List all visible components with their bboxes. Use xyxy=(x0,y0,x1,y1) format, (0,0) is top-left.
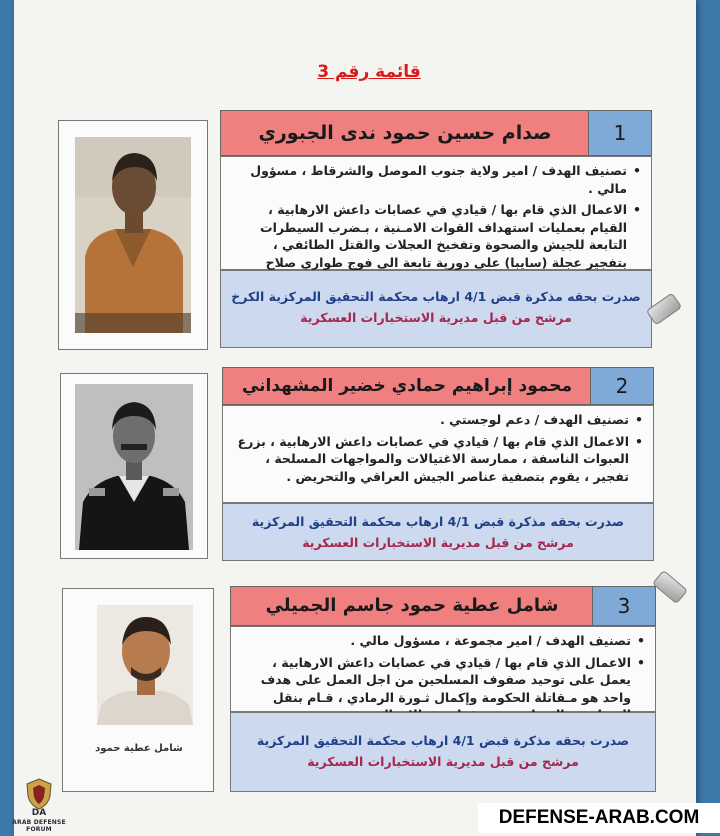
suspect-photo-3 xyxy=(97,605,193,725)
target-classification: • تصنيف الهدف / امير ولاية جنوب الموصل والشرقاط ، مسؤول مالي . xyxy=(233,162,641,197)
photo-frame xyxy=(62,588,214,792)
warrant-box xyxy=(220,270,652,348)
nominated-by: مرشح من قبل مديرية الاستخبارات العسكرية xyxy=(302,535,574,550)
target-classification: • تصنيف الهدف / دعم لوجستي . xyxy=(235,411,643,429)
activities: • الاعمال الذي قام بها / قيادي في عصابات داعش الارهابية ، يعمل على توحيد صفوف المسلحين من اجل العمل على هدف واحد هو مـقاتلة الحكومة وإكمال ثـورة الرمادي ، قـام بنقل xyxy=(243,654,645,724)
site-watermark: DEFENSE-ARAB.COM xyxy=(478,803,720,833)
forum-name: ARAB DEFENSE FORUM xyxy=(12,819,66,833)
nominated-by: مرشح من قبل مديرية الاستخبارات العسكرية xyxy=(307,754,579,769)
entry-number: 2 xyxy=(590,367,654,405)
entry-details xyxy=(230,626,656,712)
forum-logo-watermark xyxy=(2,778,76,834)
entry-details xyxy=(220,156,652,270)
photo-caption: شامل عطية حمود xyxy=(95,743,183,754)
warrant-line: صدرت بحقه مذكرة قبض 4/1 ارهاب محكمة التحقيق المركزية xyxy=(256,733,630,748)
entry-name: شامل عطية حمود جاسم الجميلي xyxy=(230,586,594,626)
entry-name: صدام حسين حمود ندى الجبوري xyxy=(220,110,590,156)
entry-number: 1 xyxy=(588,110,652,156)
photo-frame xyxy=(60,373,208,559)
forum-initials: DA xyxy=(31,808,47,818)
list-title: قائمة رقم 3 xyxy=(317,62,421,82)
photo-frame xyxy=(58,120,208,350)
entry-number: 3 xyxy=(592,586,656,626)
shield-icon xyxy=(26,778,52,810)
nominated-by: مرشح من قبل مديرية الاستخبارات العسكرية xyxy=(300,310,572,325)
activities: • الاعمال الذي قام بها / قيادي في عصابات داعش الارهابية ، بزرع العبوات الناسفة ، ممارسة الاغتيالات والمواجهات المسلحة ، تفجير ، يقوم بتصفية عناصر الجيش العراقي والتحريض . xyxy=(235,433,643,486)
target-classification: • تصنيف الهدف / امير مجموعة ، مسؤول مالي . xyxy=(243,632,645,650)
warrant-box xyxy=(230,712,656,792)
activities: • الاعمال الذي قام بها / قيادي في عصابات داعش الارهابية ، القيام بعمليات استهداف القوات الامـنية ، بـضرب السيطرات التابعة للجيش والصحوة وتفخيخ العجلات والقتل الطائفي ، بتفجير عجلة (سايبا) على دورية تابعة الى فوج طواري صلاح xyxy=(233,201,641,289)
entry-name: محمود إبراهيم حمادي خضير المشهداني xyxy=(222,367,592,405)
document-page xyxy=(14,0,696,836)
entry-details xyxy=(222,405,654,503)
suspect-photo-2 xyxy=(75,384,193,550)
suspect-photo-1 xyxy=(75,137,191,333)
paper-clip xyxy=(652,570,688,604)
warrant-box xyxy=(222,503,654,561)
warrant-line: صدرت بحقه مذكرة قبض 4/1 ارهاب محكمة التحقيق المركزية xyxy=(251,514,625,529)
warrant-line: صدرت بحقه مذكرة قبض 4/1 ارهاب محكمة التحقيق المركزية الكرخ xyxy=(231,289,641,304)
